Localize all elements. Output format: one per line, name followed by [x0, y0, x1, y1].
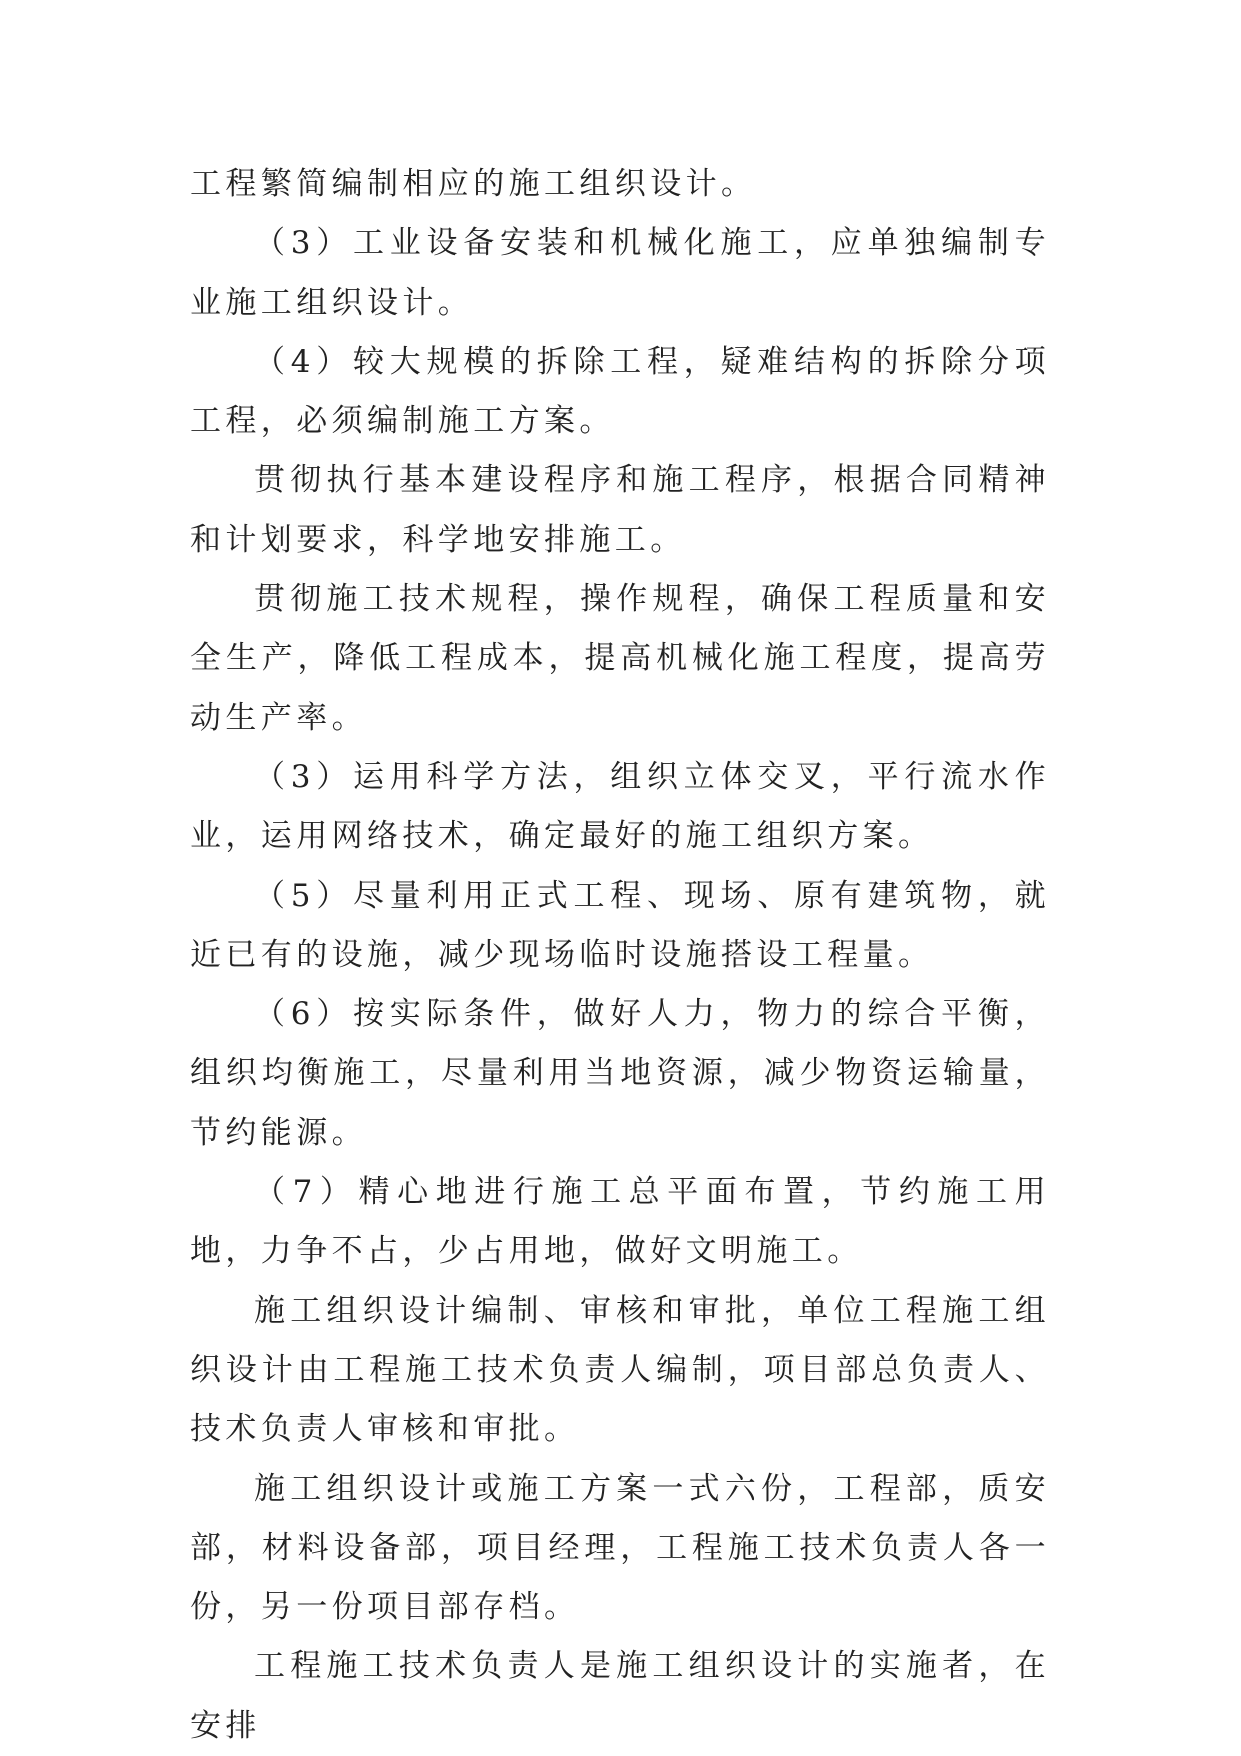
paragraph-9: （7）精心地进行施工总平面布置，节约施工用地，力争不占，少占用地，做好文明施工。: [190, 1174, 1050, 1270]
paragraph-11: 施工组织设计或施工方案一式六份，工程部，质安部，材料设备部，项目经理，工程施工技术负责人各一份，另一份项目部存档。: [190, 1470, 1050, 1626]
paragraph-1: 工程繁简编制相应的施工组织设计。: [190, 166, 757, 202]
paragraph-8: （6）按实际条件，做好人力，物力的综合平衡，组织均衡施工，尽量利用当地资源，减少物资运输量，节约能源。: [190, 996, 1050, 1151]
paragraph-4: 贯彻执行基本建设程序和施工程序，根据合同精神和计划要求，科学地安排施工。: [190, 462, 1050, 558]
paragraph-7: （5）尽量利用正式工程、现场、原有建筑物，就近已有的设施，减少现场临时设施搭设工程量。: [190, 877, 1050, 973]
paragraph-2: （3）工业设备安装和机械化施工，应单独编制专业施工组织设计。: [190, 225, 1050, 321]
paragraph-10: 施工组织设计编制、审核和审批，单位工程施工组织设计由工程施工技术负责人编制，项目部总负责人、技术负责人审核和审批。: [190, 1292, 1050, 1448]
paragraph-12: 工程施工技术负责人是施工组织设计的实施者，在安排: [190, 1648, 1050, 1744]
document-body: [190, 155, 1050, 1756]
paragraph-5: 贯彻施工技术规程，操作规程，确保工程质量和安全生产，降低工程成本，提高机械化施工程度，提高劳动生产率。: [190, 581, 1050, 736]
paragraph-3: （4）较大规模的拆除工程，疑难结构的拆除分项工程，必须编制施工方案。: [190, 343, 1050, 440]
paragraph-6: （3）运用科学方法，组织立体交叉，平行流水作业，运用网络技术，确定最好的施工组织方案。: [190, 758, 1050, 855]
